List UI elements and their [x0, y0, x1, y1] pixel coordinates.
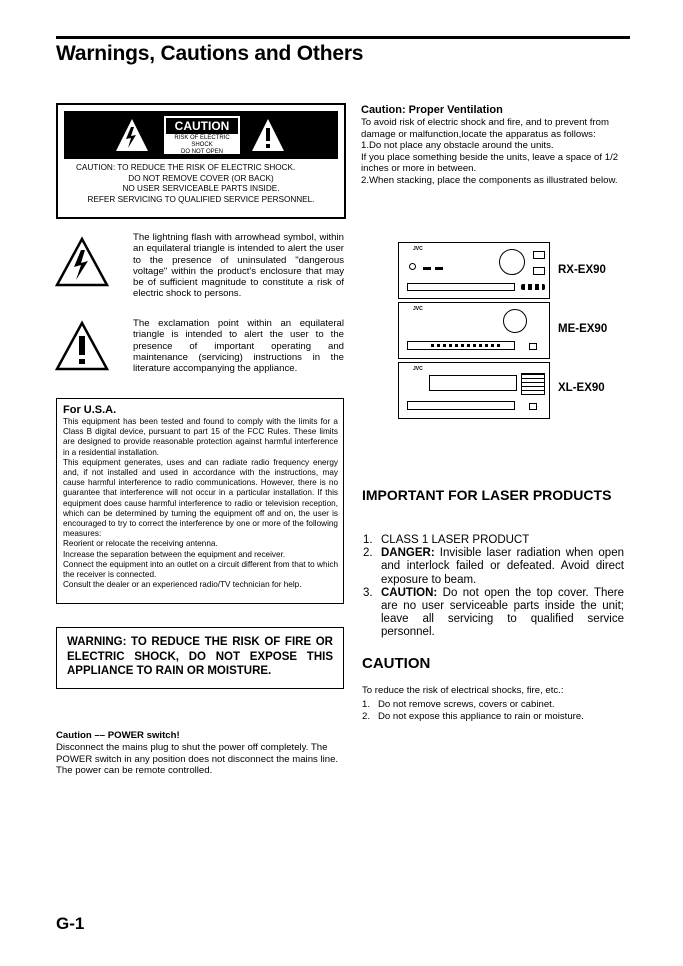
laser-list	[363, 534, 624, 640]
power-switch-heading: Caution –– POWER switch!	[56, 730, 180, 741]
warning-box: WARNING: TO REDUCE THE RISK OF FIRE OR ELECTRIC SHOCK, DO NOT EXPOSE THIS APPLIANCE TO RAIN OR MOISTURE.	[56, 627, 344, 689]
fcc-measure-4: Consult the dealer or an experienced radio/TV technician for help.	[63, 580, 302, 590]
unit-brand-rx: JVC	[413, 246, 423, 252]
caution-list	[362, 699, 592, 722]
exclamation-symbol-icon	[54, 320, 110, 372]
caution-label-header	[164, 116, 240, 154]
unit-xl-ex90	[398, 362, 550, 419]
ventilation-intro: To avoid risk of electric shock and fire, and to prevent from damage or malfunction,locate the apparatus as follows:	[361, 117, 609, 140]
laser-item-3	[363, 587, 624, 640]
fcc-measure-3: Connect the equipment into an outlet on a circuit different from that to which the receiver is connected.	[63, 559, 338, 580]
caution-label-title: CAUTION	[166, 118, 238, 134]
fcc-heading: For U.S.A.	[63, 404, 117, 416]
exclamation-explanation: The exclamation point within an equilateral triangle is intended to alert the user to the presence of important operating and maintenance (servicing) instructions in the literature accompanying the appliance.	[133, 318, 344, 375]
knob-xl	[529, 403, 537, 410]
unit-brand-me: JVC	[413, 306, 423, 312]
lightning-triangle-icon	[114, 117, 150, 153]
fcc-measure-1: Reorient or relocate the receiving antenna.	[63, 539, 218, 549]
lightning-symbol-icon	[54, 236, 110, 288]
caution-label-text	[58, 163, 344, 205]
button-rx-1	[423, 267, 431, 270]
caution-label-line3: NO USER SERVICEABLE PARTS INSIDE.	[122, 184, 280, 193]
page-number: G-1	[56, 914, 85, 933]
unit-me-ex90	[398, 302, 550, 359]
laser-item-2-bold: DANGER:	[381, 547, 435, 560]
laser-item-2-num: 2.	[363, 547, 373, 560]
caution-label-risk2: DO NOT OPEN	[181, 149, 223, 155]
laser-item-1-text: CLASS 1 LASER PRODUCT	[381, 534, 530, 546]
jog-dial-me	[503, 309, 527, 333]
fcc-paragraph-2: This equipment generates, uses and can radiate radio frequency energy and, if not installed and used in accordance with the instructions, may cause harmful interference to radio communications. However, there is no guarantee that interference will not occur in a particular installation. If this equipment does cause harmful interference to radio or television reception, which can be determined by turning the equipment off and on, the user is encouraged to try to correct the interference by one or more of the following measures:	[63, 457, 338, 539]
fcc-paragraph-1: This equipment has been tested and found to comply with the limits for a Class B digital device, pursuant to part 15 of the FCC Rules. These limits are designed to provide reasonable protection against harmful interference in a residential installation.	[63, 417, 338, 457]
fcc-measure-2: Increase the separation between the equipment and receiver.	[63, 549, 286, 559]
caution-item-2-num: 2.	[362, 710, 371, 722]
knobs-rx	[521, 284, 545, 290]
fcc-notice-box	[56, 398, 344, 604]
title-rule	[56, 36, 630, 39]
tray-rx	[407, 283, 515, 291]
ventilation-item-3: 2.When stacking, place the components as illustrated below.	[361, 174, 618, 186]
exclamation-triangle-icon	[250, 117, 286, 153]
laser-item-1	[363, 534, 624, 547]
laser-item-1-num: 1.	[363, 534, 373, 546]
ventilation-heading: Caution: Proper Ventilation	[361, 104, 503, 116]
buttons-me	[431, 344, 501, 347]
caution-label-line2: DO NOT REMOVE COVER (OR BACK)	[128, 173, 274, 183]
power-knob-rx	[409, 263, 416, 270]
display-rx	[533, 251, 545, 259]
model-label-me: ME-EX90	[558, 323, 608, 335]
unit-brand-xl: JVC	[413, 366, 423, 372]
ventilation-item-2: If you place something beside the units, leave a space of 1/2 inches or more in between.	[361, 151, 619, 175]
laser-item-3-num: 3.	[363, 586, 373, 599]
caution-item-1-num: 1.	[362, 699, 371, 710]
laser-heading: IMPORTANT FOR LASER PRODUCTS	[362, 487, 612, 503]
caution-heading: CAUTION	[362, 655, 431, 672]
caution-item-1-text: Do not remove screws, covers or cabinet.	[378, 699, 555, 710]
laser-item-3-text: Do not open the top cover. There are no user serviceable parts inside the unit; leave all servicing to qualified service personnel.	[381, 586, 624, 639]
lightning-explanation: The lightning flash with arrowhead symbol, within an equilateral triangle is intended to alert the user to the presence of uninsulated "dangerous voltage" within the product's enclosure that may be of sufficient magnitude to constitute a risk of electric shock to persons.	[133, 232, 344, 300]
caution-label-line1: CAUTION: TO REDUCE THE RISK OF ELECTRIC SHOCK.	[76, 163, 296, 172]
model-label-xl: XL-EX90	[558, 382, 605, 394]
caution-item-2-text: Do not expose this appliance to rain or moisture.	[378, 710, 584, 722]
power-switch-text: Disconnect the mains plug to shut the power off completely. The POWER switch in any position does not disconnect the mains line. The power can be remote controlled.	[56, 742, 339, 777]
caution-intro: To reduce the risk of electrical shocks, fire, etc.:	[362, 685, 564, 696]
knob-me	[529, 343, 537, 350]
display-rx-2	[533, 267, 545, 275]
volume-dial-rx	[499, 249, 525, 275]
unit-rx-ex90	[398, 242, 550, 299]
model-label-rx: RX-EX90	[558, 264, 606, 276]
caution-label-banner	[64, 111, 338, 159]
page-title: Warnings, Cautions and Others	[56, 42, 364, 65]
caution-label-risk1: RISK OF ELECTRIC SHOCK	[174, 135, 230, 148]
buttons-xl	[521, 373, 545, 395]
caution-label-line4: REFER SERVICING TO QUALIFIED SERVICE PERSONNEL.	[87, 194, 315, 204]
stacked-units-illustration	[398, 238, 550, 420]
laser-item-3-bold: CAUTION:	[381, 586, 438, 599]
display-xl	[429, 375, 517, 391]
tray-xl	[407, 401, 515, 410]
laser-item-2	[363, 547, 624, 587]
ventilation-body	[361, 117, 631, 187]
caution-label-box	[56, 103, 346, 219]
laser-item-2-text: Invisible laser radiation when open and interlock failed or defeated. Avoid direct exposure to beam.	[381, 547, 624, 586]
ventilation-item-1: 1.Do not place any obstacle around the units.	[361, 140, 554, 152]
caution-item-1	[362, 699, 592, 711]
button-rx-2	[435, 267, 443, 270]
caution-item-2	[362, 711, 592, 723]
